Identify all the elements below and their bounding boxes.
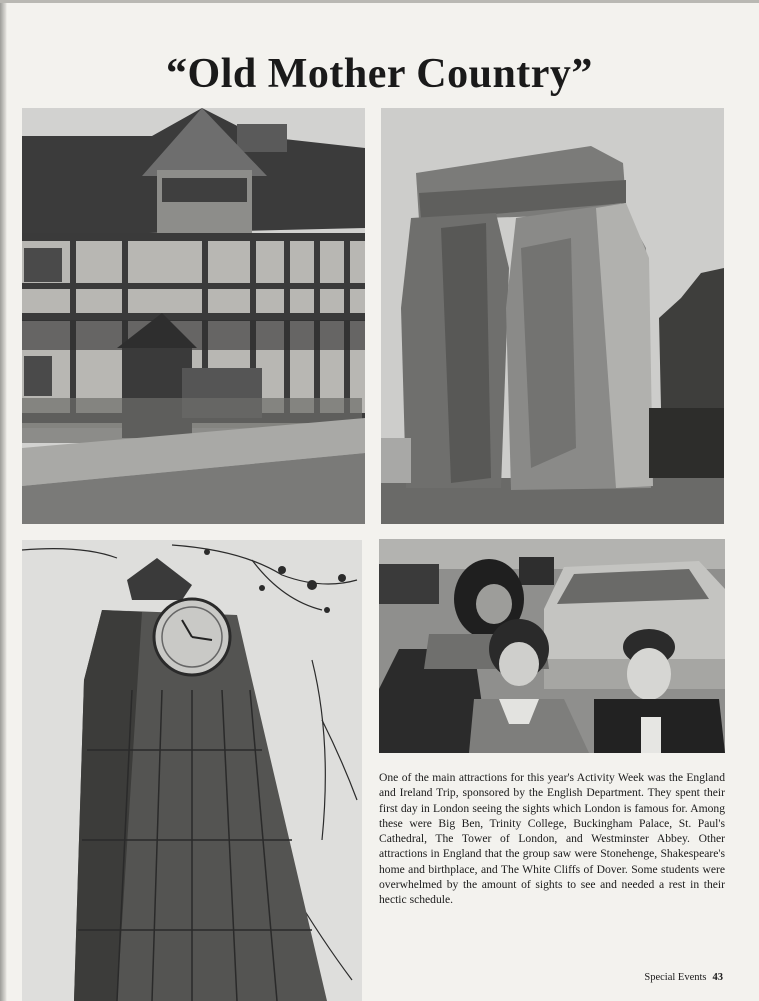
photo-students — [379, 539, 725, 753]
photo-tudor-house — [22, 108, 365, 524]
page-top-edge — [0, 0, 759, 3]
footer-section-label: Special Events — [644, 972, 707, 983]
photo-big-ben — [22, 540, 362, 1001]
page-spine-shadow — [0, 0, 7, 1001]
photo-stonehenge — [381, 108, 724, 524]
article-caption: One of the main attractions for this year's Activity Week was the England and Ireland Trip, sponsored by the English Department. They spent their first day in London seeing the sights which London is famous for. Among these were Big Ben, Trinity College, Buckingham Palace, St. Paul's Cathedral, The Tower of London, and Westminster Abbey. Other attractions in England that the group saw were Stonehenge, Shakespeare's home and birthplace, and The White Cliffs of Dover. Some students were overwhelmed by the amount of sights to see and needed a rest in their hectic schedule. — [379, 771, 725, 907]
page-footer — [644, 972, 723, 983]
page-number: 43 — [712, 972, 723, 983]
page-title: “Old Mother Country” — [166, 51, 593, 97]
